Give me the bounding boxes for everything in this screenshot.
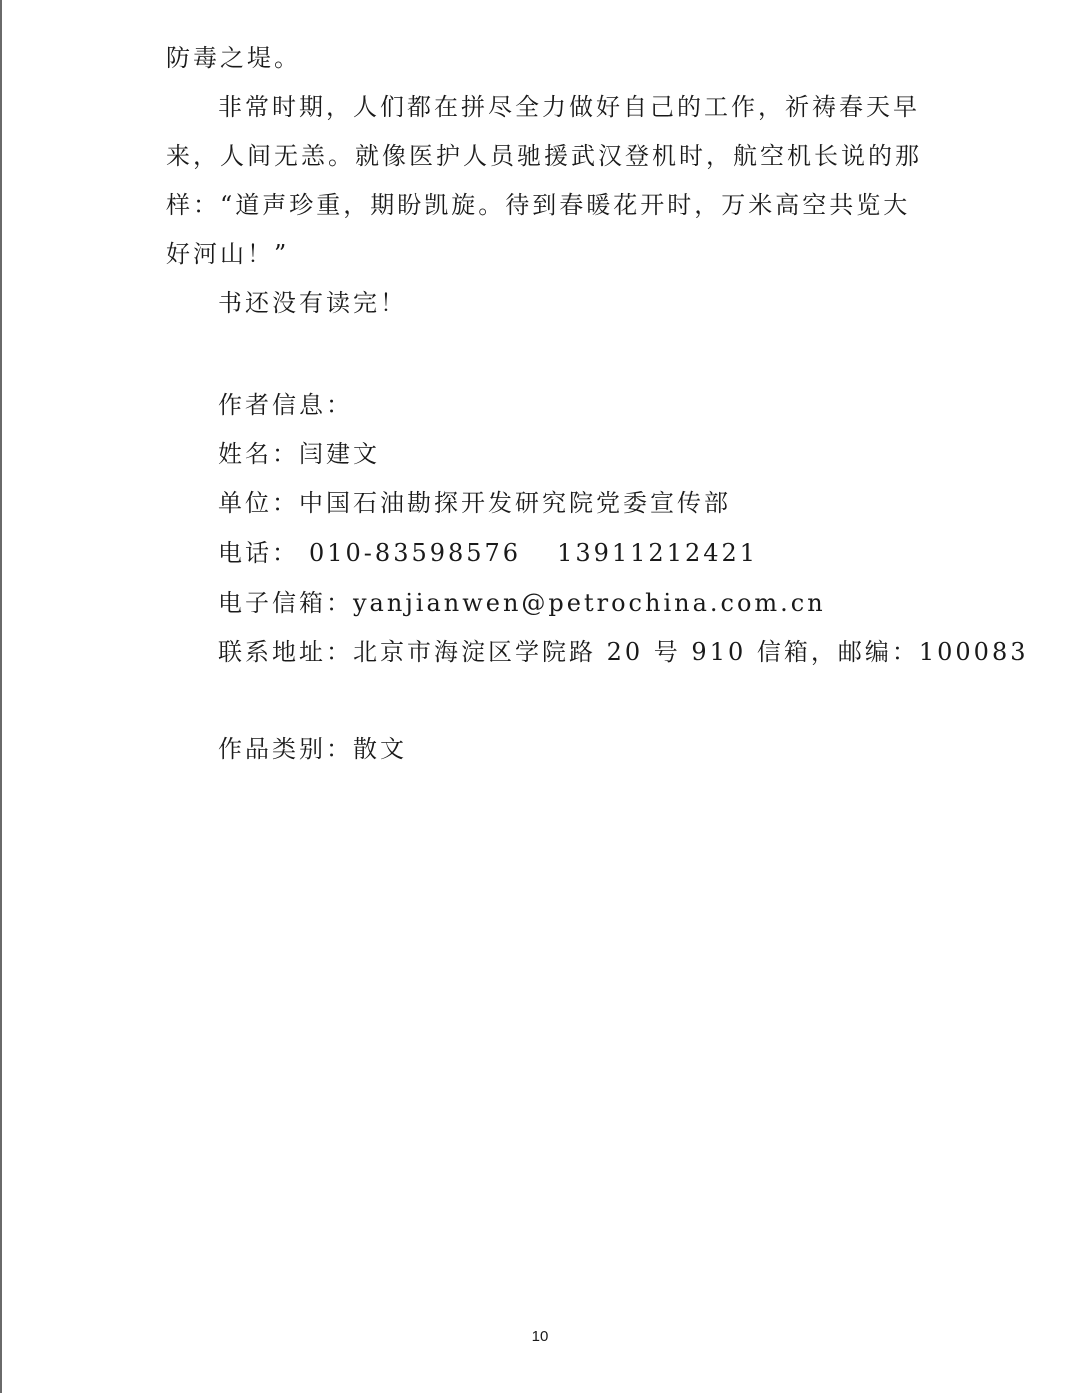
paragraph-special-period: 非常时期，人们都在拼尽全力做好自己的工作，祈祷春天早来，人间无恙。就像医护人员驰援武汉登机时，航空机长说的那样：“道声珍重，期盼凯旋。待到春暖花开时，万米高空共览大好河山！” bbox=[166, 93, 922, 268]
paragraph-continued: 防毒之堤。 bbox=[166, 44, 301, 72]
author-phone-office: 010-83598576 bbox=[309, 539, 522, 567]
page-left-edge bbox=[0, 0, 2, 1393]
author-email-value: yanjianwen@petrochina.com.cn bbox=[353, 589, 826, 617]
author-address-label: 联系地址： bbox=[218, 638, 353, 666]
author-name-label: 姓名： bbox=[218, 440, 299, 468]
author-name-line bbox=[218, 436, 380, 472]
author-address-line bbox=[218, 634, 1028, 670]
author-unit-label: 单位： bbox=[218, 489, 299, 517]
author-name-value: 闫建文 bbox=[299, 440, 380, 468]
author-phone-label: 电话： bbox=[218, 539, 299, 567]
body-text bbox=[166, 34, 926, 328]
author-phone-line bbox=[218, 535, 758, 571]
author-email-line bbox=[218, 585, 826, 621]
work-category-line bbox=[218, 731, 407, 767]
work-category-label: 作品类别： bbox=[218, 735, 353, 763]
paragraph-closing: 书还没有读完！ bbox=[218, 289, 407, 317]
page-number: 10 bbox=[531, 1328, 549, 1345]
author-info-heading-text: 作者信息： bbox=[218, 391, 353, 419]
author-info-heading bbox=[218, 387, 353, 423]
author-email-label: 电子信箱： bbox=[218, 589, 353, 617]
author-unit-value: 中国石油勘探开发研究院党委宣传部 bbox=[299, 489, 731, 517]
work-category-value: 散文 bbox=[353, 735, 407, 763]
author-address-value: 北京市海淀区学院路 20 号 910 信箱，邮编：100083 bbox=[353, 638, 1029, 666]
author-unit-line bbox=[218, 485, 731, 521]
author-phone-mobile: 13911212421 bbox=[557, 539, 759, 567]
